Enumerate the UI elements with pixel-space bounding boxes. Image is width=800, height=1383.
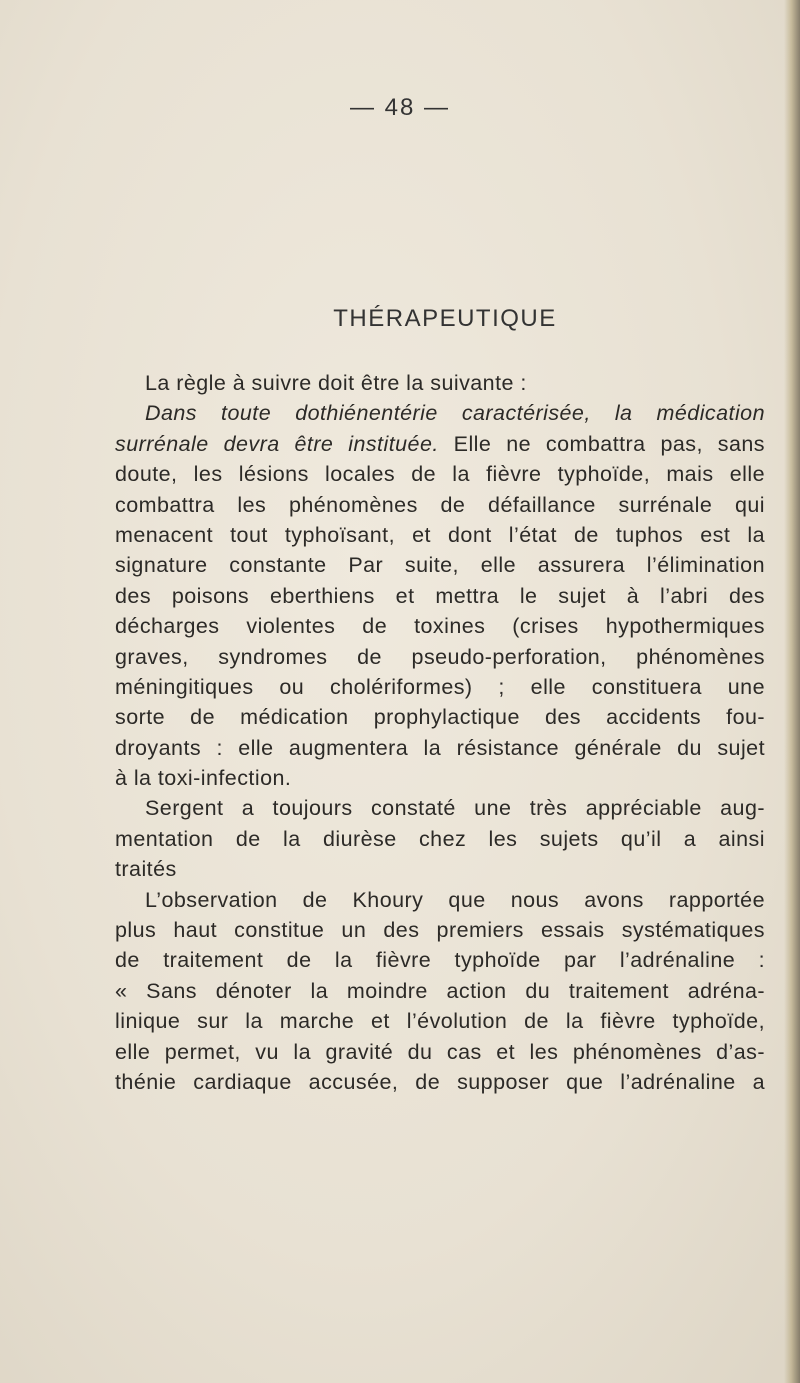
text-line: menacent tout typhoïsant, et dont l’état de tuphos est la bbox=[115, 522, 765, 547]
text-line-roman: Elle ne combattra pas, sans bbox=[438, 431, 765, 456]
text-line bbox=[115, 429, 765, 459]
page-edge-shadow bbox=[784, 0, 800, 1383]
text-line: méningitiques ou cholériformes) ; elle constituera une bbox=[115, 674, 765, 699]
text-line-italic: surrénale devra être instituée. bbox=[115, 431, 439, 456]
body-text bbox=[115, 368, 765, 1097]
text-line: de traitement de la fièvre typhoïde par l’adrénaline : bbox=[115, 948, 765, 973]
text-line: droyants : elle augmentera la résistance générale du sujet bbox=[115, 735, 765, 760]
text-line: mentation de la diurèse chez les sujets qu’il a ainsi bbox=[115, 826, 765, 851]
text-line: traités bbox=[115, 857, 177, 882]
text-line: L’observation de Khoury que nous avons rapportée bbox=[145, 887, 765, 912]
text-line: thénie cardiaque accusée, de supposer que l’adrénaline a bbox=[115, 1069, 765, 1094]
text-line: doute, les lésions locales de la fièvre typhoïde, mais elle bbox=[115, 462, 765, 487]
text-line: Sergent a toujours constaté une très appréciable aug- bbox=[145, 796, 765, 821]
text-line: décharges violentes de toxines (crises hypothermiques bbox=[115, 614, 765, 639]
text-line: à la toxi-infection. bbox=[115, 766, 292, 791]
text-line: combattra les phénomènes de défaillance surrénale qui bbox=[115, 492, 765, 517]
text-line: graves, syndromes de pseudo-perforation, phénomènes bbox=[115, 644, 765, 669]
chapter-title: THÉRAPEUTIQUE bbox=[333, 305, 557, 332]
text-line: « Sans dénoter la moindre action du traitement adréna- bbox=[115, 978, 765, 1003]
text-line: des poisons eberthiens et mettra le sujet à l’abri des bbox=[115, 583, 765, 608]
text-line: sorte de médication prophylactique des accidents fou- bbox=[115, 705, 765, 730]
text-line: linique sur la marche et l’évolution de la fièvre typhoïde, bbox=[115, 1009, 765, 1034]
page-number: — 48 — bbox=[349, 94, 451, 121]
text-line: La règle à suivre doit être la suivante : bbox=[145, 371, 527, 395]
text-line: signature constante Par suite, elle assurera l’élimination bbox=[115, 553, 765, 578]
text-line: Dans toute dothiénentérie caractérisée, la médication bbox=[145, 401, 765, 426]
text-line: elle permet, vu la gravité du cas et les phénomènes d’as- bbox=[115, 1039, 765, 1064]
text-line: plus haut constitue un des premiers essais systématiques bbox=[115, 918, 765, 943]
